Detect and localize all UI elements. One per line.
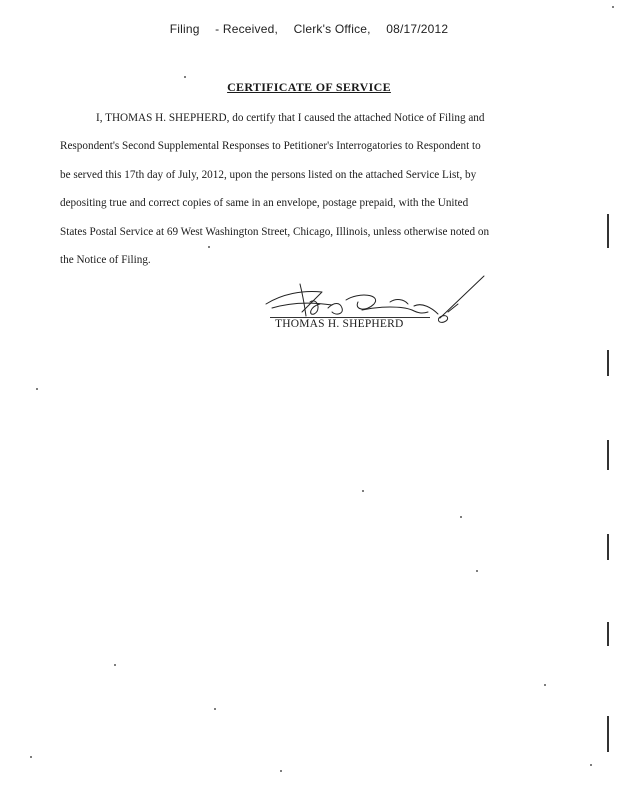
scan-speck [208,246,210,248]
scan-margin-mark [607,440,609,470]
body-line: depositing true and correct copies of same in an envelope, postage prepaid, with the United [60,197,469,210]
scan-speck [544,684,546,686]
scan-speck [36,388,38,390]
scan-margin-mark [607,534,609,560]
received-label: - Received, [215,22,279,36]
scan-speck [476,570,478,572]
body-line: Respondent's Second Supplemental Responses to Petitioner's Interrogatories to Respondent to [60,140,481,153]
scan-speck [114,664,116,666]
scan-margin-mark [607,214,609,248]
scan-margin-mark [607,350,609,376]
scan-margin-mark [607,716,609,752]
scan-speck [214,708,216,710]
clerk-office-label: Clerk's Office, [293,22,371,36]
filing-stamp [0,22,618,36]
signatory-name: THOMAS H. SHEPHERD [275,318,404,330]
scan-speck [612,6,614,8]
body-line: be served this 17th day of July, 2012, upon the persons listed on the attached Service List, by [60,168,477,181]
scan-speck [362,490,364,492]
scan-speck [590,764,592,766]
scan-speck [30,756,32,758]
certificate-body [60,104,530,274]
scan-speck [460,516,462,518]
certificate-title: CERTIFICATE OF SERVICE [227,80,391,94]
scan-margin-mark [607,622,609,646]
filing-label: Filing [169,22,200,36]
body-line: I, THOMAS H. SHEPHERD, do certify that I caused the attached Notice of Filing and [96,112,485,124]
scan-speck [184,76,186,78]
filing-date: 08/17/2012 [386,22,449,36]
body-line: States Postal Service at 69 West Washington Street, Chicago, Illinois, unless otherwise noted on [60,225,490,238]
body-line: the Notice of Filing. [60,254,151,267]
scan-speck [280,770,282,772]
